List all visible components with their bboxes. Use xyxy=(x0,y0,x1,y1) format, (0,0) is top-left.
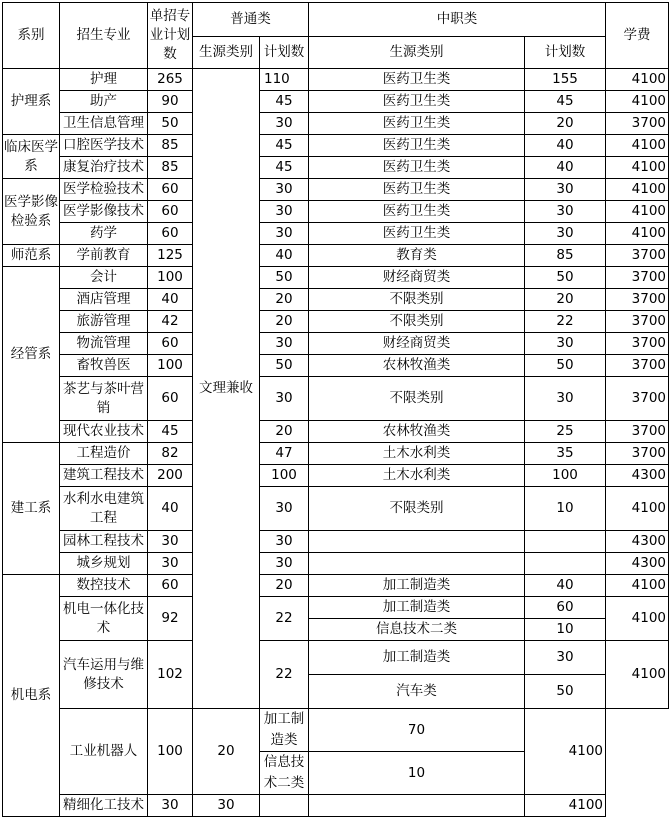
fee-cell: 3700 xyxy=(606,333,669,355)
putong-count-cell: 20 xyxy=(260,575,309,597)
major-cell: 卫生信息管理 xyxy=(60,113,148,135)
zhongzhi-src-cell: 不限类别 xyxy=(309,289,525,311)
plan-cell: 42 xyxy=(148,311,193,333)
zhongzhi-count-cell: 40 xyxy=(525,575,606,597)
plan-cell: 30 xyxy=(148,531,193,553)
putong-count-cell: 45 xyxy=(260,91,309,113)
putong-count-cell: 47 xyxy=(260,443,309,465)
plan-cell: 125 xyxy=(148,245,193,267)
zhongzhi-src-cell: 加工制造类 xyxy=(309,597,525,619)
zhongzhi-src-cell: 财经商贸类 xyxy=(309,267,525,289)
zhongzhi-src-cell: 医药卫生类 xyxy=(309,179,525,201)
zhongzhi-count-cell: 30 xyxy=(525,201,606,223)
zhongzhi-count-cell: 25 xyxy=(525,421,606,443)
plan-cell: 60 xyxy=(148,201,193,223)
zhongzhi-count-cell: 10 xyxy=(525,487,606,531)
header-putong-src: 生源类别 xyxy=(193,37,260,69)
fee-cell: 4100 xyxy=(606,575,669,597)
putong-count-cell: 30 xyxy=(193,795,260,817)
fee-cell: 4100 xyxy=(606,69,669,91)
zhongzhi-count-cell: 22 xyxy=(525,311,606,333)
major-cell: 学前教育 xyxy=(60,245,148,267)
zhongzhi-src-cell xyxy=(309,531,525,553)
zhongzhi-count-cell: 45 xyxy=(525,91,606,113)
plan-cell: 85 xyxy=(148,135,193,157)
fee-cell: 4100 xyxy=(525,795,606,817)
zhongzhi-count-cell: 50 xyxy=(525,355,606,377)
enrollment-plan-table xyxy=(2,2,669,817)
plan-cell: 40 xyxy=(148,487,193,531)
plan-cell: 50 xyxy=(148,113,193,135)
putong-count-cell: 30 xyxy=(260,553,309,575)
plan-cell: 60 xyxy=(148,179,193,201)
table-row xyxy=(3,421,669,443)
header-row-1 xyxy=(3,3,669,37)
fee-cell: 3700 xyxy=(606,355,669,377)
plan-cell: 60 xyxy=(148,223,193,245)
major-cell: 建筑工程技术 xyxy=(60,465,148,487)
major-cell: 药学 xyxy=(60,223,148,245)
table-row xyxy=(3,465,669,487)
fee-cell: 4100 xyxy=(606,201,669,223)
header-fee: 学费 xyxy=(606,3,669,69)
zhongzhi-src-cell xyxy=(309,553,525,575)
table-row xyxy=(3,709,669,752)
plan-cell: 40 xyxy=(148,289,193,311)
zhongzhi-src-cell: 医药卫生类 xyxy=(309,201,525,223)
major-cell: 精细化工技术 xyxy=(60,795,148,817)
dept-cell: 建工系 xyxy=(3,443,60,575)
fee-cell: 3700 xyxy=(606,245,669,267)
table-row xyxy=(3,201,669,223)
plan-cell: 200 xyxy=(148,465,193,487)
putong-count-cell: 20 xyxy=(193,709,260,795)
putong-count-cell: 30 xyxy=(260,531,309,553)
fee-cell: 4100 xyxy=(606,641,669,709)
fee-cell: 3700 xyxy=(606,443,669,465)
zhongzhi-src-cell: 不限类别 xyxy=(309,377,525,421)
putong-count-cell: 20 xyxy=(260,311,309,333)
table-row xyxy=(3,245,669,267)
putong-count-cell: 22 xyxy=(260,641,309,709)
zhongzhi-count-cell: 30 xyxy=(525,641,606,675)
zhongzhi-src-cell: 不限类别 xyxy=(309,311,525,333)
zhongzhi-count-cell: 30 xyxy=(525,179,606,201)
major-cell: 园林工程技术 xyxy=(60,531,148,553)
zhongzhi-src-cell: 信息技术二类 xyxy=(260,752,309,795)
zhongzhi-src-cell: 教育类 xyxy=(309,245,525,267)
major-cell: 水利水电建筑工程 xyxy=(60,487,148,531)
zhongzhi-count-cell: 10 xyxy=(309,752,525,795)
header-major: 招生专业 xyxy=(60,3,148,69)
putong-count-cell: 30 xyxy=(260,201,309,223)
zhongzhi-count-cell: 100 xyxy=(525,465,606,487)
plan-cell: 100 xyxy=(148,709,193,795)
putong-count-cell: 20 xyxy=(260,289,309,311)
plan-cell: 82 xyxy=(148,443,193,465)
fee-cell: 4100 xyxy=(606,179,669,201)
header-putong: 普通类 xyxy=(193,3,309,37)
dept-cell: 机电系 xyxy=(3,575,60,817)
table-row xyxy=(3,223,669,245)
zhongzhi-src-cell: 医药卫生类 xyxy=(309,69,525,91)
dept-cell: 临床医学系 xyxy=(3,135,60,179)
putong-count-cell: 20 xyxy=(260,421,309,443)
major-cell: 现代农业技术 xyxy=(60,421,148,443)
table-row xyxy=(3,311,669,333)
zhongzhi-src-cell: 农林牧渔类 xyxy=(309,421,525,443)
zhongzhi-count-cell: 50 xyxy=(525,267,606,289)
zhongzhi-count-cell: 30 xyxy=(525,377,606,421)
zhongzhi-src-cell: 医药卫生类 xyxy=(309,135,525,157)
table-row xyxy=(3,443,669,465)
table-row xyxy=(3,531,669,553)
zhongzhi-count-cell xyxy=(525,531,606,553)
fee-cell: 4100 xyxy=(525,709,606,795)
table-row xyxy=(3,267,669,289)
plan-cell: 30 xyxy=(148,553,193,575)
major-cell: 助产 xyxy=(60,91,148,113)
zhongzhi-count-cell: 20 xyxy=(525,289,606,311)
header-zhongzhi: 中职类 xyxy=(309,3,606,37)
zhongzhi-src-cell: 财经商贸类 xyxy=(309,333,525,355)
major-cell: 医学检验技术 xyxy=(60,179,148,201)
major-cell: 畜牧兽医 xyxy=(60,355,148,377)
putong-count-cell: 50 xyxy=(260,267,309,289)
zhongzhi-count-cell: 20 xyxy=(525,113,606,135)
fee-cell: 3700 xyxy=(606,267,669,289)
putong-count-cell: 30 xyxy=(260,377,309,421)
zhongzhi-src-cell xyxy=(260,795,309,817)
zhongzhi-src-cell: 医药卫生类 xyxy=(309,223,525,245)
putong-count-cell: 30 xyxy=(260,487,309,531)
plan-cell: 102 xyxy=(148,641,193,709)
fee-cell: 4100 xyxy=(606,223,669,245)
zhongzhi-src-cell: 信息技术二类 xyxy=(309,619,525,641)
header-dept: 系别 xyxy=(3,3,60,69)
plan-cell: 30 xyxy=(148,795,193,817)
fee-cell: 4100 xyxy=(606,157,669,179)
major-cell: 康复治疗技术 xyxy=(60,157,148,179)
plan-cell: 92 xyxy=(148,597,193,641)
dept-cell: 师范系 xyxy=(3,245,60,267)
major-cell: 茶艺与茶叶营销 xyxy=(60,377,148,421)
plan-cell: 90 xyxy=(148,91,193,113)
fee-cell: 3700 xyxy=(606,421,669,443)
putong-count-cell: 45 xyxy=(260,135,309,157)
zhongzhi-count-cell: 30 xyxy=(525,333,606,355)
table-row xyxy=(3,377,669,421)
zhongzhi-src-cell: 不限类别 xyxy=(309,487,525,531)
dept-cell: 医学影像检验系 xyxy=(3,179,60,245)
putong-count-cell: 40 xyxy=(260,245,309,267)
table-row xyxy=(3,333,669,355)
putong-count-cell: 30 xyxy=(260,113,309,135)
major-cell: 物流管理 xyxy=(60,333,148,355)
putong-count-cell: 50 xyxy=(260,355,309,377)
table-row xyxy=(3,91,669,113)
putong-count-cell: 45 xyxy=(260,157,309,179)
fee-cell: 3700 xyxy=(606,377,669,421)
fee-cell: 3700 xyxy=(606,113,669,135)
table-row xyxy=(3,795,669,817)
zhongzhi-src-cell: 加工制造类 xyxy=(260,709,309,752)
fee-cell: 3700 xyxy=(606,311,669,333)
zhongzhi-src-cell: 医药卫生类 xyxy=(309,113,525,135)
plan-cell: 100 xyxy=(148,267,193,289)
major-cell: 会计 xyxy=(60,267,148,289)
major-cell: 口腔医学技术 xyxy=(60,135,148,157)
putong-source-cell: 文理兼收 xyxy=(193,69,260,709)
table-row xyxy=(3,69,669,91)
zhongzhi-src-cell: 土木水利类 xyxy=(309,465,525,487)
fee-cell: 4100 xyxy=(606,487,669,531)
major-cell: 机电一体化技术 xyxy=(60,597,148,641)
zhongzhi-src-cell: 医药卫生类 xyxy=(309,157,525,179)
zhongzhi-src-cell: 加工制造类 xyxy=(309,575,525,597)
major-cell: 医学影像技术 xyxy=(60,201,148,223)
plan-cell: 45 xyxy=(148,421,193,443)
fee-cell: 3700 xyxy=(606,289,669,311)
zhongzhi-count-cell: 70 xyxy=(309,709,525,752)
major-cell: 城乡规划 xyxy=(60,553,148,575)
zhongzhi-count-cell: 40 xyxy=(525,135,606,157)
table-row xyxy=(3,575,669,597)
plan-cell: 100 xyxy=(148,355,193,377)
plan-cell: 60 xyxy=(148,377,193,421)
header-zhongzhi-count: 计划数 xyxy=(525,37,606,69)
putong-count-cell: 30 xyxy=(260,333,309,355)
table-row xyxy=(3,179,669,201)
plan-cell: 60 xyxy=(148,333,193,355)
zhongzhi-count-cell: 10 xyxy=(525,619,606,641)
putong-count-cell: 110 xyxy=(260,69,309,91)
zhongzhi-src-cell: 土木水利类 xyxy=(309,443,525,465)
putong-count-cell: 30 xyxy=(260,223,309,245)
putong-count-cell: 100 xyxy=(260,465,309,487)
table-row xyxy=(3,289,669,311)
dept-cell: 护理系 xyxy=(3,69,60,135)
fee-cell: 4100 xyxy=(606,91,669,113)
dept-cell: 经管系 xyxy=(3,267,60,443)
zhongzhi-count-cell: 85 xyxy=(525,245,606,267)
zhongzhi-src-cell: 汽车类 xyxy=(309,675,525,709)
zhongzhi-src-cell: 加工制造类 xyxy=(309,641,525,675)
fee-cell: 4300 xyxy=(606,553,669,575)
plan-cell: 85 xyxy=(148,157,193,179)
header-zhongzhi-src: 生源类别 xyxy=(309,37,525,69)
putong-count-cell: 22 xyxy=(260,597,309,641)
major-cell: 酒店管理 xyxy=(60,289,148,311)
major-cell: 汽车运用与维修技术 xyxy=(60,641,148,709)
zhongzhi-count-cell xyxy=(309,795,525,817)
zhongzhi-count-cell: 35 xyxy=(525,443,606,465)
zhongzhi-count-cell: 155 xyxy=(525,69,606,91)
plan-cell: 60 xyxy=(148,575,193,597)
zhongzhi-count-cell: 40 xyxy=(525,157,606,179)
zhongzhi-count-cell: 50 xyxy=(525,675,606,709)
zhongzhi-src-cell: 农林牧渔类 xyxy=(309,355,525,377)
putong-count-cell: 30 xyxy=(260,179,309,201)
major-cell: 旅游管理 xyxy=(60,311,148,333)
fee-cell: 4300 xyxy=(606,531,669,553)
major-cell: 护理 xyxy=(60,69,148,91)
table-row xyxy=(3,553,669,575)
fee-cell: 4300 xyxy=(606,465,669,487)
zhongzhi-count-cell xyxy=(525,553,606,575)
table-row xyxy=(3,135,669,157)
zhongzhi-src-cell: 医药卫生类 xyxy=(309,91,525,113)
header-putong-count: 计划数 xyxy=(260,37,309,69)
fee-cell: 4100 xyxy=(606,597,669,641)
major-cell: 数控技术 xyxy=(60,575,148,597)
fee-cell: 4100 xyxy=(606,135,669,157)
table-row xyxy=(3,597,669,619)
table-row xyxy=(3,113,669,135)
header-plan: 单招专业计划数 xyxy=(148,3,193,69)
table-row xyxy=(3,355,669,377)
zhongzhi-count-cell: 60 xyxy=(525,597,606,619)
major-cell: 工业机器人 xyxy=(60,709,148,795)
major-cell: 工程造价 xyxy=(60,443,148,465)
zhongzhi-count-cell: 30 xyxy=(525,223,606,245)
table-row xyxy=(3,641,669,675)
table-row xyxy=(3,157,669,179)
plan-cell: 265 xyxy=(148,69,193,91)
table-row xyxy=(3,487,669,531)
